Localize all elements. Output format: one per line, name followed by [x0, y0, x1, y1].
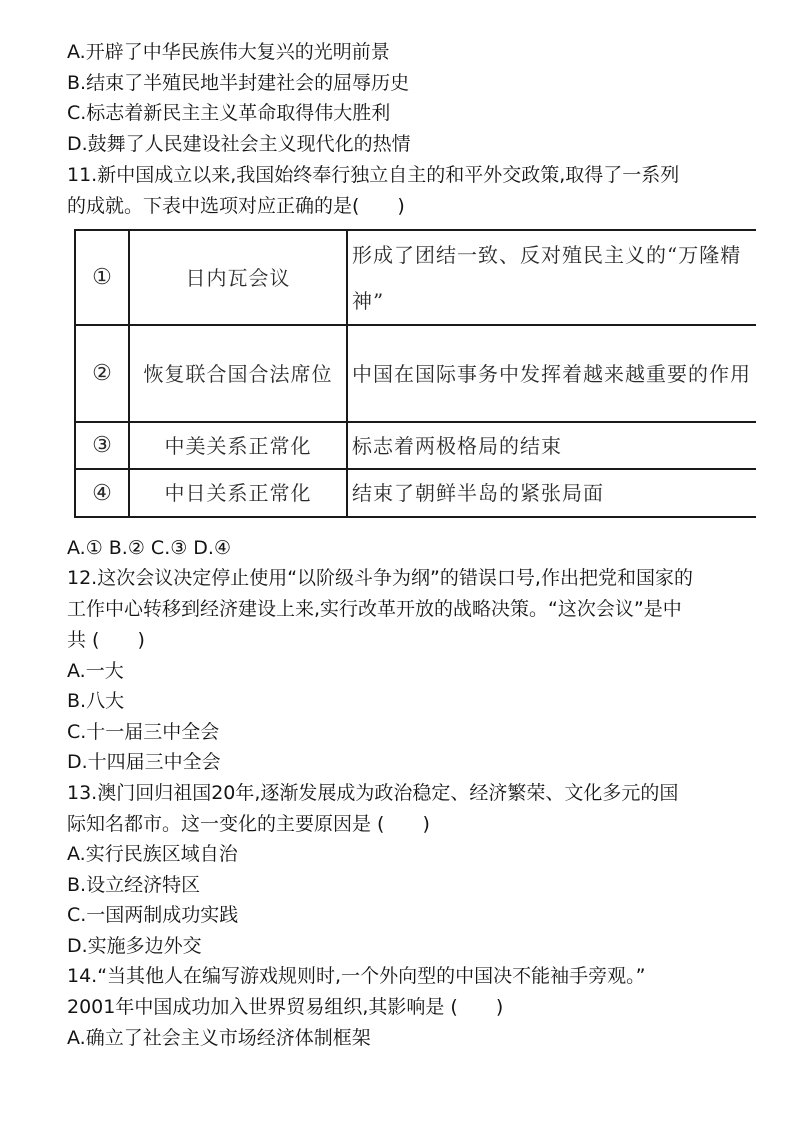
q11-options-table — [74, 229, 762, 518]
q12-option-c: C.十一届三中全会 — [67, 721, 220, 743]
q14-stem-line2: 2001年中国成功加入世界贸易组织,其影响是 ( ) — [67, 996, 504, 1018]
q10-option-b: B.结束了半殖民地半封建社会的屈辱历史 — [67, 72, 410, 94]
q11-stem-line1: 11.新中国成立以来,我国始终奉行独立自主的和平外交政策,取得了一系列 — [67, 164, 680, 186]
q11-stem-line2: 的成就。下表中选项对应正确的是( ) — [67, 195, 405, 217]
q12-stem-line2: 工作中心转移到经济建设上来,实行改革开放的战略决策。“这次会议”是中 — [67, 598, 682, 620]
q13-option-c: C.一国两制成功实践 — [67, 904, 239, 926]
q10-option-d: D.鼓舞了人民建设社会主义现代化的热情 — [67, 133, 411, 155]
q12-option-b: B.八大 — [67, 690, 125, 712]
result-cell: 中国在国际事务中发挥着越来越重要的作用 — [347, 325, 762, 422]
q13-stem-line2: 际知名都市。这一变化的主要原因是 ( ) — [67, 813, 430, 835]
event-cell: 恢复联合国合法席位 — [129, 325, 347, 422]
event-cell: 日内瓦会议 — [129, 230, 347, 325]
table-row — [75, 422, 762, 469]
result-cell: 结束了朝鲜半岛的紧张局面 — [347, 469, 762, 517]
q12-option-d: D.十四届三中全会 — [67, 751, 221, 773]
q10-option-c: C.标志着新民主主义革命取得伟大胜利 — [67, 102, 391, 124]
q12-stem-line3: 共 ( ) — [67, 629, 145, 651]
event-cell: 中日关系正常化 — [129, 469, 347, 517]
q11-answer-choices: A.① B.② C.③ D.④ — [67, 537, 232, 559]
q13-option-d: D.实施多边外交 — [67, 935, 202, 957]
row-number: ① — [75, 230, 129, 325]
q12-stem-line1: 12.这次会议决定停止使用“以阶级斗争为纲”的错误口号,作出把党和国家的 — [67, 567, 693, 589]
q13-option-a: A.实行民族区域自治 — [67, 843, 238, 865]
row-number: ③ — [75, 422, 129, 469]
q13-stem-line1: 13.澳门回归祖国20年,逐渐发展成为政治稳定、经济繁荣、文化多元的国 — [67, 782, 679, 804]
q12-option-a: A.一大 — [67, 660, 124, 682]
table-row — [75, 469, 762, 517]
table-edge-crop — [756, 225, 794, 525]
q10-option-a: A.开辟了中华民族伟大复兴的光明前景 — [67, 41, 390, 63]
result-cell: 形成了团结一致、反对殖民主义的“万隆精神” — [347, 230, 762, 325]
q14-option-a: A.确立了社会主义市场经济体制框架 — [67, 1027, 371, 1049]
row-number: ④ — [75, 469, 129, 517]
event-cell: 中美关系正常化 — [129, 422, 347, 469]
table-row — [75, 230, 762, 325]
row-number: ② — [75, 325, 129, 422]
q13-option-b: B.设立经济特区 — [67, 874, 201, 896]
table-row — [75, 325, 762, 422]
q14-stem-line1: 14.“当其他人在编写游戏规则时,一个外向型的中国决不能袖手旁观。” — [67, 965, 646, 987]
result-cell: 标志着两极格局的结束 — [347, 422, 762, 469]
